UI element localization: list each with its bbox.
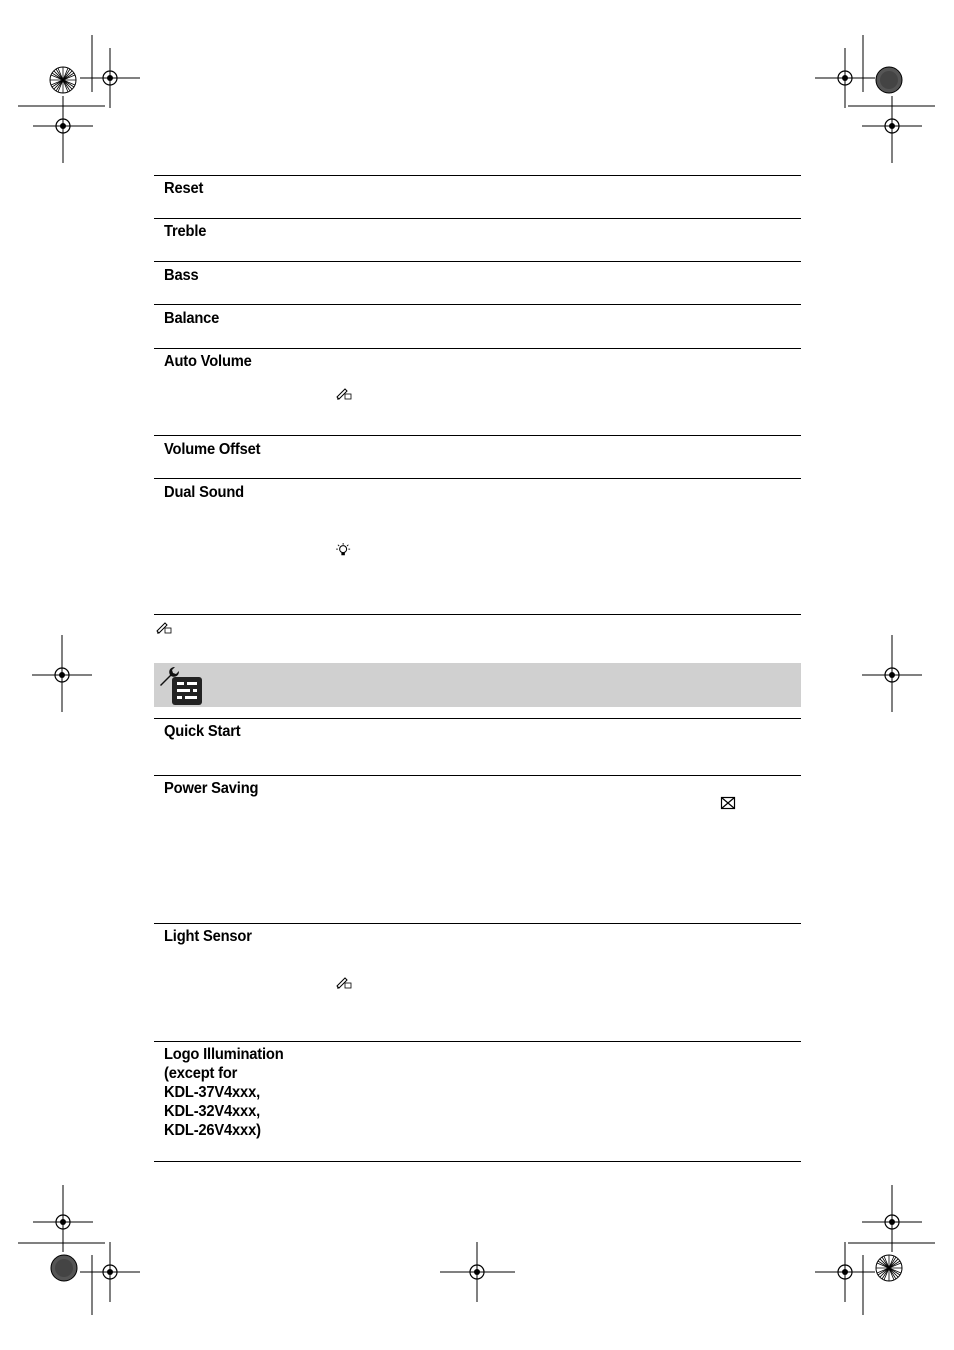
row-divider xyxy=(154,614,801,615)
row-divider xyxy=(154,775,801,776)
row-divider xyxy=(154,261,801,262)
item-volume-offset: Volume Offset xyxy=(164,441,261,458)
row-divider xyxy=(154,923,801,924)
item-dual-sound: Dual Sound xyxy=(164,484,244,501)
row-divider xyxy=(154,1041,801,1042)
item-light-sensor: Light Sensor xyxy=(164,928,252,945)
row-divider xyxy=(154,1161,801,1162)
row-divider xyxy=(154,435,801,436)
lightbulb-hint-icon xyxy=(335,543,353,557)
note-pencil-icon xyxy=(335,386,353,400)
row-divider xyxy=(154,478,801,479)
setup-section-header xyxy=(154,663,801,707)
row-divider xyxy=(154,718,801,719)
item-treble: Treble xyxy=(164,223,207,240)
item-bass: Bass xyxy=(164,267,199,284)
item-auto-volume: Auto Volume xyxy=(164,353,252,370)
item-power-saving: Power Saving xyxy=(164,780,259,797)
item-logo-illumination: Logo Illumination (except for KDL-37V4xxx, KDL-32V4xxx, KDL-26V4xxx) xyxy=(164,1046,284,1139)
item-reset: Reset xyxy=(164,180,204,197)
note-pencil-icon xyxy=(155,620,173,634)
row-divider xyxy=(154,218,801,219)
row-divider xyxy=(154,175,801,176)
item-quick-start: Quick Start xyxy=(164,723,241,740)
setup-wrench-icon xyxy=(156,665,204,707)
item-balance: Balance xyxy=(164,310,220,327)
row-divider xyxy=(154,348,801,349)
note-pencil-icon xyxy=(335,975,353,989)
picture-off-icon xyxy=(720,796,736,810)
row-divider xyxy=(154,304,801,305)
